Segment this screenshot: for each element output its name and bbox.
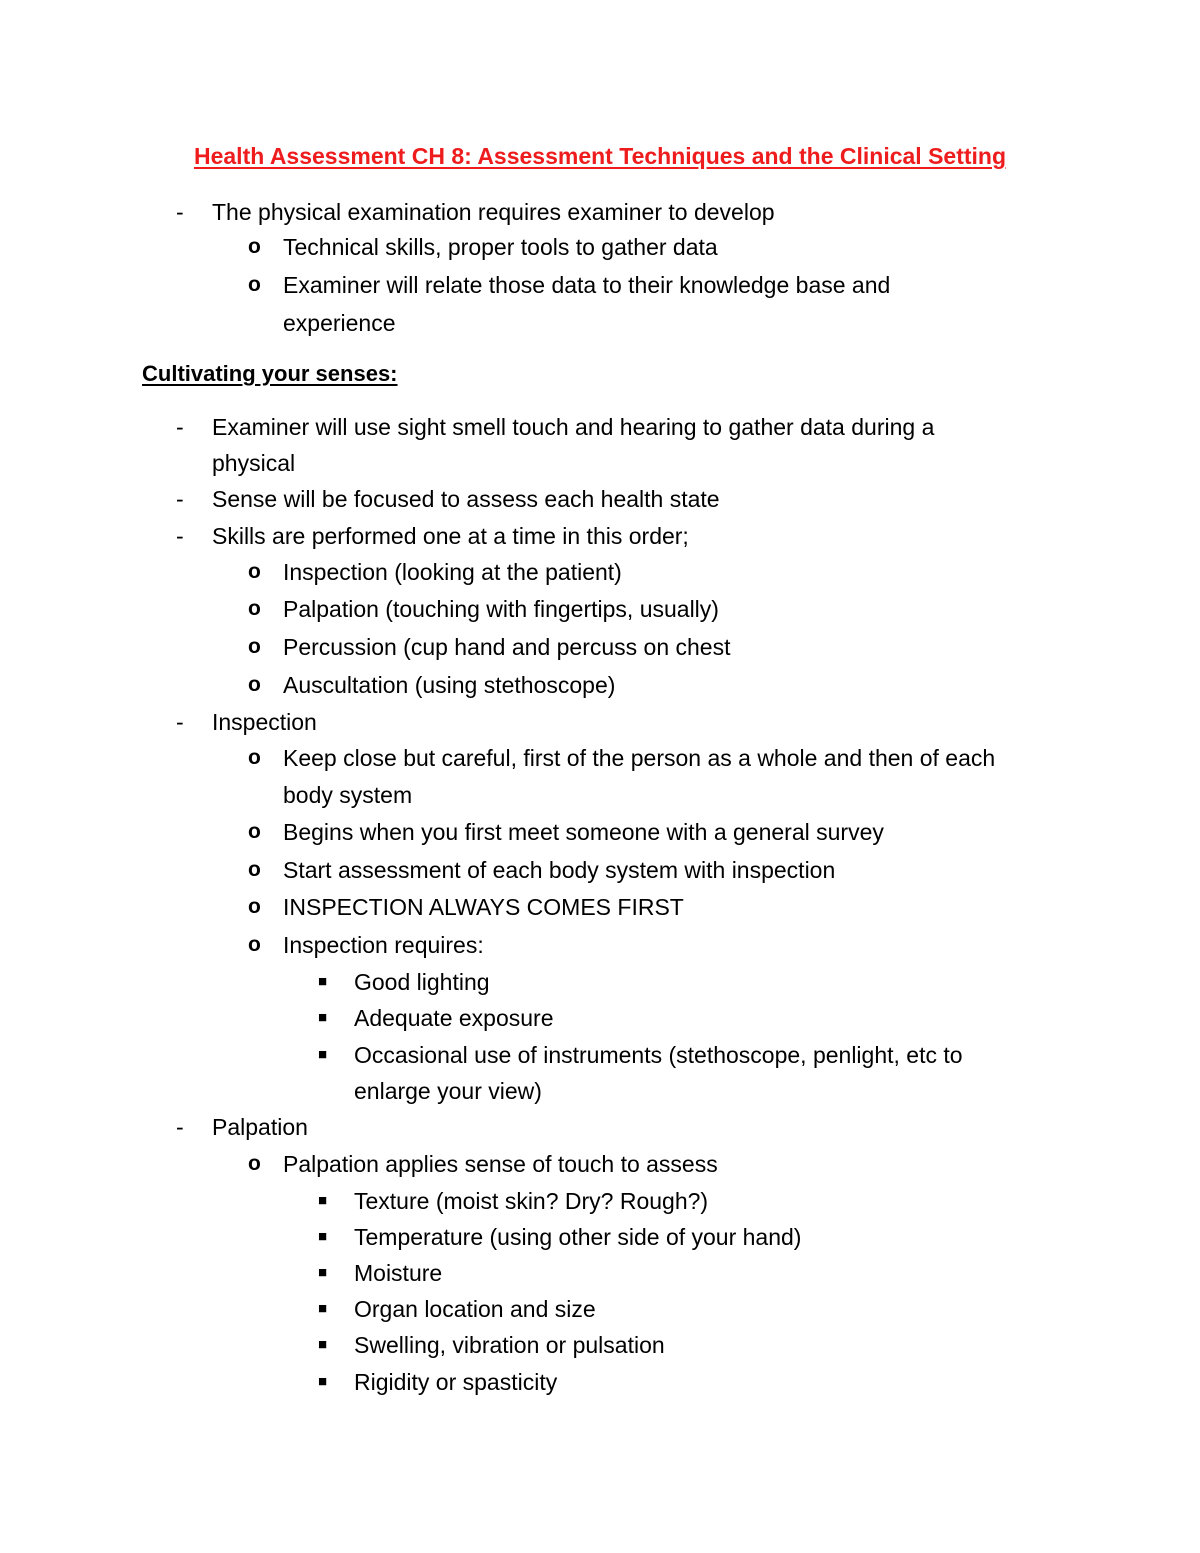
bullet-text: Palpation applies sense of touch to assess bbox=[283, 1151, 718, 1177]
bullet-text: Examiner will use sight smell touch and hearing to gather data during a bbox=[212, 414, 935, 440]
bullet-text: Inspection requires: bbox=[283, 932, 484, 958]
square-bullet-icon: ■ bbox=[318, 1192, 328, 1209]
square-bullet-icon: ■ bbox=[318, 1009, 328, 1026]
bullet-continuation: physical bbox=[212, 450, 296, 476]
dash-marker: - bbox=[176, 1114, 184, 1140]
bullet-text: Palpation bbox=[212, 1114, 308, 1140]
circle-bullet-icon: o bbox=[248, 746, 261, 769]
bullet-text: Inspection bbox=[212, 709, 317, 735]
bullet-text: Begins when you first meet someone with a general survey bbox=[283, 819, 884, 845]
circle-bullet-icon: o bbox=[248, 673, 261, 696]
bullet-text: Inspection (looking at the patient) bbox=[283, 559, 622, 585]
dash-marker: - bbox=[176, 523, 184, 549]
square-bullet-icon: ■ bbox=[318, 1264, 328, 1281]
circle-bullet-icon: o bbox=[248, 273, 261, 296]
square-bullet-icon: ■ bbox=[318, 1228, 328, 1245]
bullet-continuation: body system bbox=[283, 782, 413, 808]
bullet-text: Texture (moist skin? Dry? Rough?) bbox=[354, 1188, 709, 1214]
circle-bullet-icon: o bbox=[248, 560, 261, 583]
bullet-text: Good lighting bbox=[354, 969, 490, 995]
circle-bullet-icon: o bbox=[248, 820, 261, 843]
section-heading: Cultivating your senses: bbox=[142, 361, 398, 386]
bullet-text: The physical examination requires examiner to develop bbox=[212, 199, 775, 225]
dash-marker: - bbox=[176, 486, 184, 512]
bullet-text: Keep close but careful, first of the person as a whole and then of each bbox=[283, 745, 996, 771]
square-bullet-icon: ■ bbox=[318, 1046, 328, 1063]
dash-marker: - bbox=[176, 709, 184, 735]
bullet-text: Rigidity or spasticity bbox=[354, 1369, 558, 1395]
square-bullet-icon: ■ bbox=[318, 1373, 328, 1390]
circle-bullet-icon: o bbox=[248, 895, 261, 918]
bullet-text: Adequate exposure bbox=[354, 1005, 554, 1031]
bullet-text: Technical skills, proper tools to gather data bbox=[283, 234, 718, 260]
bullet-text: Organ location and size bbox=[354, 1296, 596, 1322]
bullet-text: Skills are performed one at a time in this order; bbox=[212, 523, 689, 549]
circle-bullet-icon: o bbox=[248, 597, 261, 620]
bullet-continuation: experience bbox=[283, 310, 396, 336]
circle-bullet-icon: o bbox=[248, 933, 261, 956]
bullet-continuation: enlarge your view) bbox=[354, 1078, 542, 1104]
square-bullet-icon: ■ bbox=[318, 973, 328, 990]
dash-marker: - bbox=[176, 199, 184, 225]
circle-bullet-icon: o bbox=[248, 858, 261, 881]
bullet-text: Moisture bbox=[354, 1260, 443, 1286]
dash-marker: - bbox=[176, 414, 184, 440]
document-title: Health Assessment CH 8: Assessment Techniques and the Clinical Setting bbox=[193, 143, 1007, 169]
square-bullet-icon: ■ bbox=[318, 1336, 328, 1353]
circle-bullet-icon: o bbox=[248, 1152, 261, 1175]
square-bullet-icon: ■ bbox=[318, 1300, 328, 1317]
bullet-text: Occasional use of instruments (stethoscope, penlight, etc to bbox=[354, 1042, 963, 1068]
bullet-text: Temperature (using other side of your hand) bbox=[354, 1224, 802, 1250]
bullet-text: Palpation (touching with fingertips, usually) bbox=[283, 596, 719, 622]
bullet-text: Sense will be focused to assess each health state bbox=[212, 486, 720, 512]
bullet-text: Percussion (cup hand and percuss on chest bbox=[283, 634, 731, 660]
bullet-text: Auscultation (using stethoscope) bbox=[283, 672, 616, 698]
bullet-text: Examiner will relate those data to their knowledge base and bbox=[283, 272, 891, 298]
circle-bullet-icon: o bbox=[248, 235, 261, 258]
bullet-text: INSPECTION ALWAYS COMES FIRST bbox=[283, 894, 684, 920]
circle-bullet-icon: o bbox=[248, 635, 261, 658]
bullet-text: Swelling, vibration or pulsation bbox=[354, 1332, 665, 1358]
bullet-text: Start assessment of each body system with inspection bbox=[283, 857, 836, 883]
